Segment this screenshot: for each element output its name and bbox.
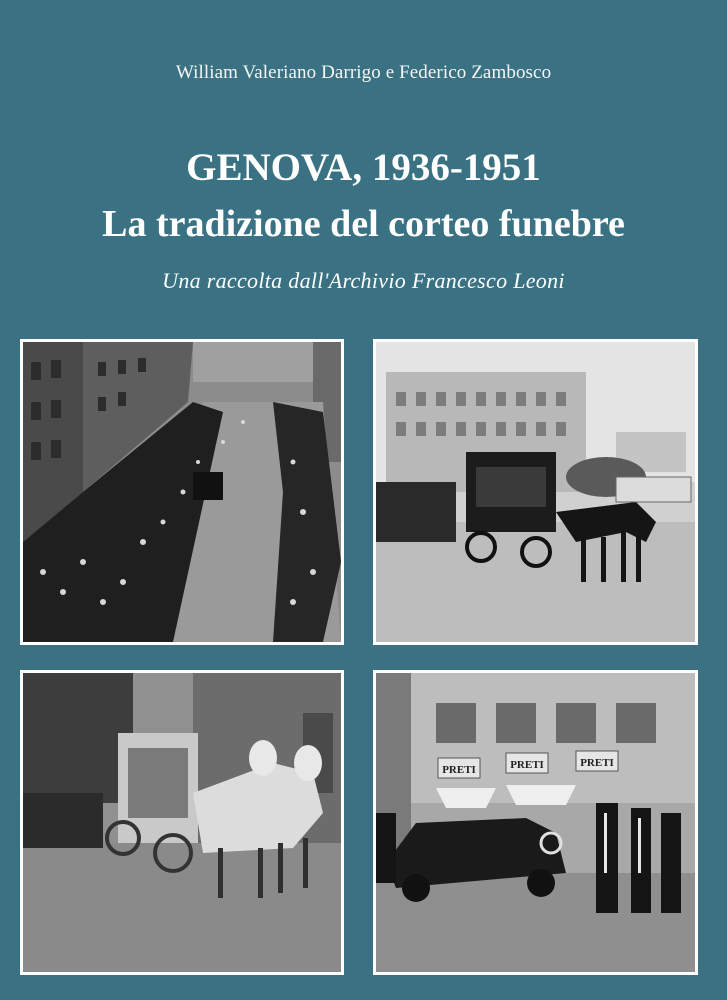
shop-sign-2: PRETI [510,759,544,771]
photo-ornate-hearse-white-horses [20,670,344,975]
photo-crowded-street-procession [20,339,344,645]
shop-sign-1: PRETI [442,764,476,776]
photo-horse-drawn-hearse-square [373,339,698,645]
book-subtitle: La tradizione del corteo funebre [102,203,625,245]
book-title: GENOVA, 1936-1951 [186,146,541,189]
authors: William Valeriano Darrigo e Federico Zambosco [175,62,552,83]
shop-sign-3: PRETI [580,757,614,769]
book-tagline: Una raccolta dall'Archivio Francesco Leoni [162,268,565,293]
photo-motor-hearse-carabinieri [373,670,698,975]
